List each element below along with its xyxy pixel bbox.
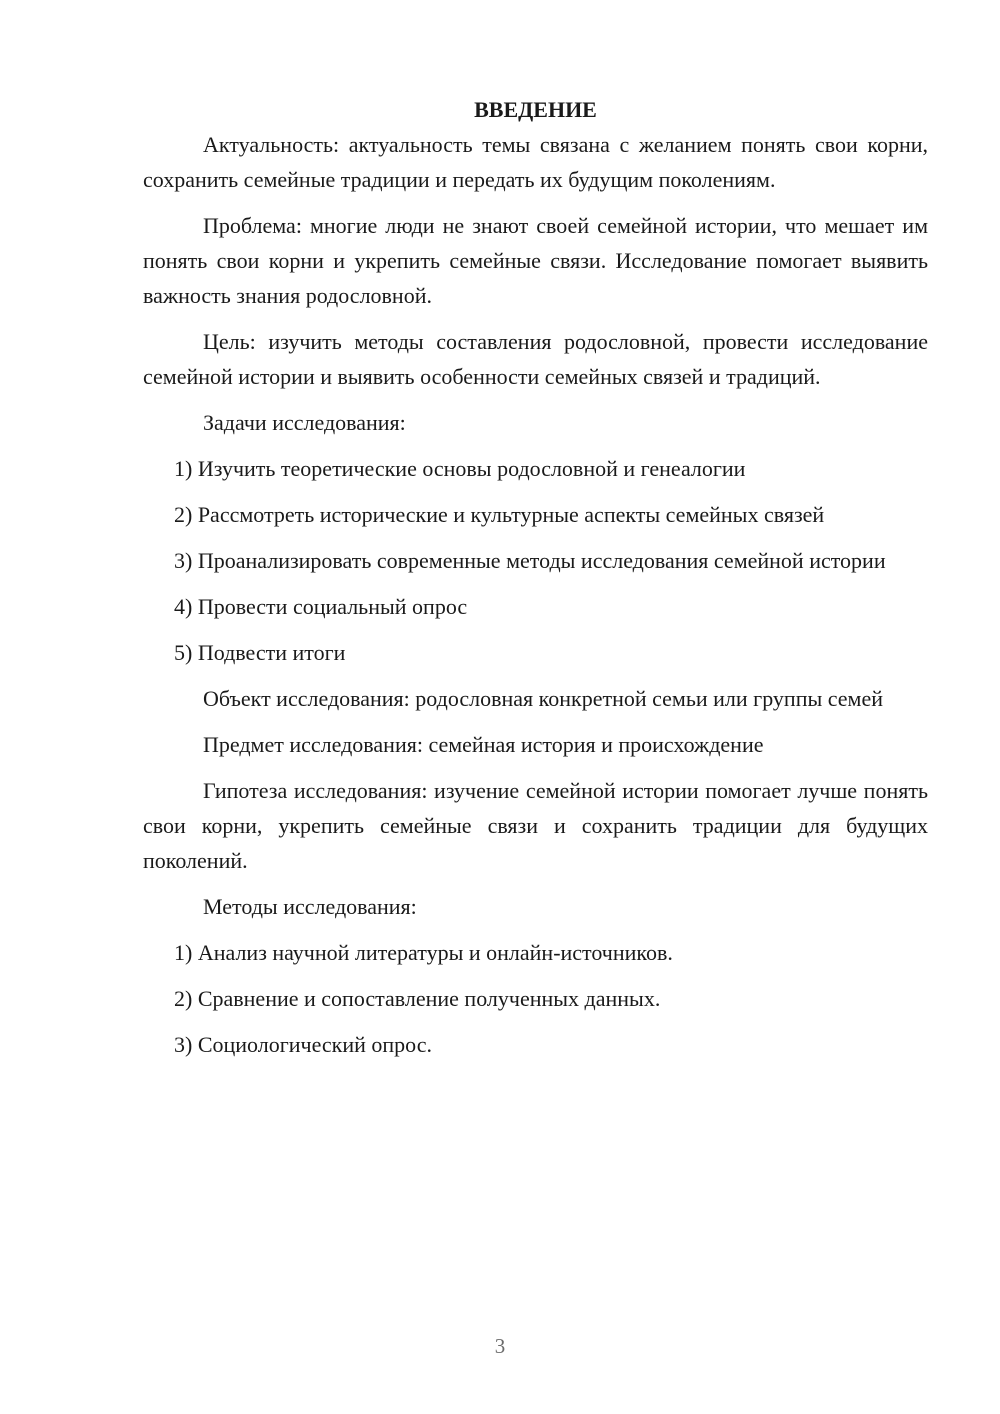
task-item-3: 3) Проанализировать современные методы исследования семейной истории: [174, 548, 886, 573]
section-title: ВВЕДЕНИЕ: [474, 97, 597, 122]
method-item-3: 3) Социологический опрос.: [174, 1032, 432, 1057]
paragraph-goal: Цель: изучить методы составления родословной, провести исследование семейной истории и выявить особенности семейных связей и традиций.: [143, 329, 928, 389]
methods-heading: Методы исследования:: [203, 894, 417, 919]
paragraph-relevance: Актуальность: актуальность темы связана с желанием понять свои корни, сохранить семейные традиции и передать их будущим поколениям.: [143, 132, 928, 192]
paragraph-subject: Предмет исследования: семейная история и происхождение: [203, 732, 764, 757]
task-item-2: 2) Рассмотреть исторические и культурные аспекты семейных связей: [174, 502, 825, 527]
tasks-heading: Задачи исследования:: [203, 410, 406, 435]
method-item-1: 1) Анализ научной литературы и онлайн-источников.: [174, 940, 673, 965]
paragraph-object: Объект исследования: родословная конкретной семьи или группы семей: [203, 686, 884, 711]
method-item-2: 2) Сравнение и сопоставление полученных данных.: [174, 986, 661, 1011]
task-item-4: 4) Провести социальный опрос: [174, 594, 468, 619]
page-number: 3: [494, 1334, 506, 1358]
task-item-1: 1) Изучить теоретические основы родословной и генеалогии: [174, 456, 746, 481]
paragraph-problem: Проблема: многие люди не знают своей семейной истории, что мешает им понять свои корни и укрепить семейные связи. Исследование помогает выявить важность знания родословной.: [143, 213, 928, 308]
task-item-5: 5) Подвести итоги: [174, 640, 346, 665]
page-content: [143, 92, 928, 1062]
paragraph-hypothesis: Гипотеза исследования: изучение семейной истории помогает лучше понять свои корни, укрепить семейные связи и сохранить традиции для будущих поколений.: [143, 778, 928, 873]
